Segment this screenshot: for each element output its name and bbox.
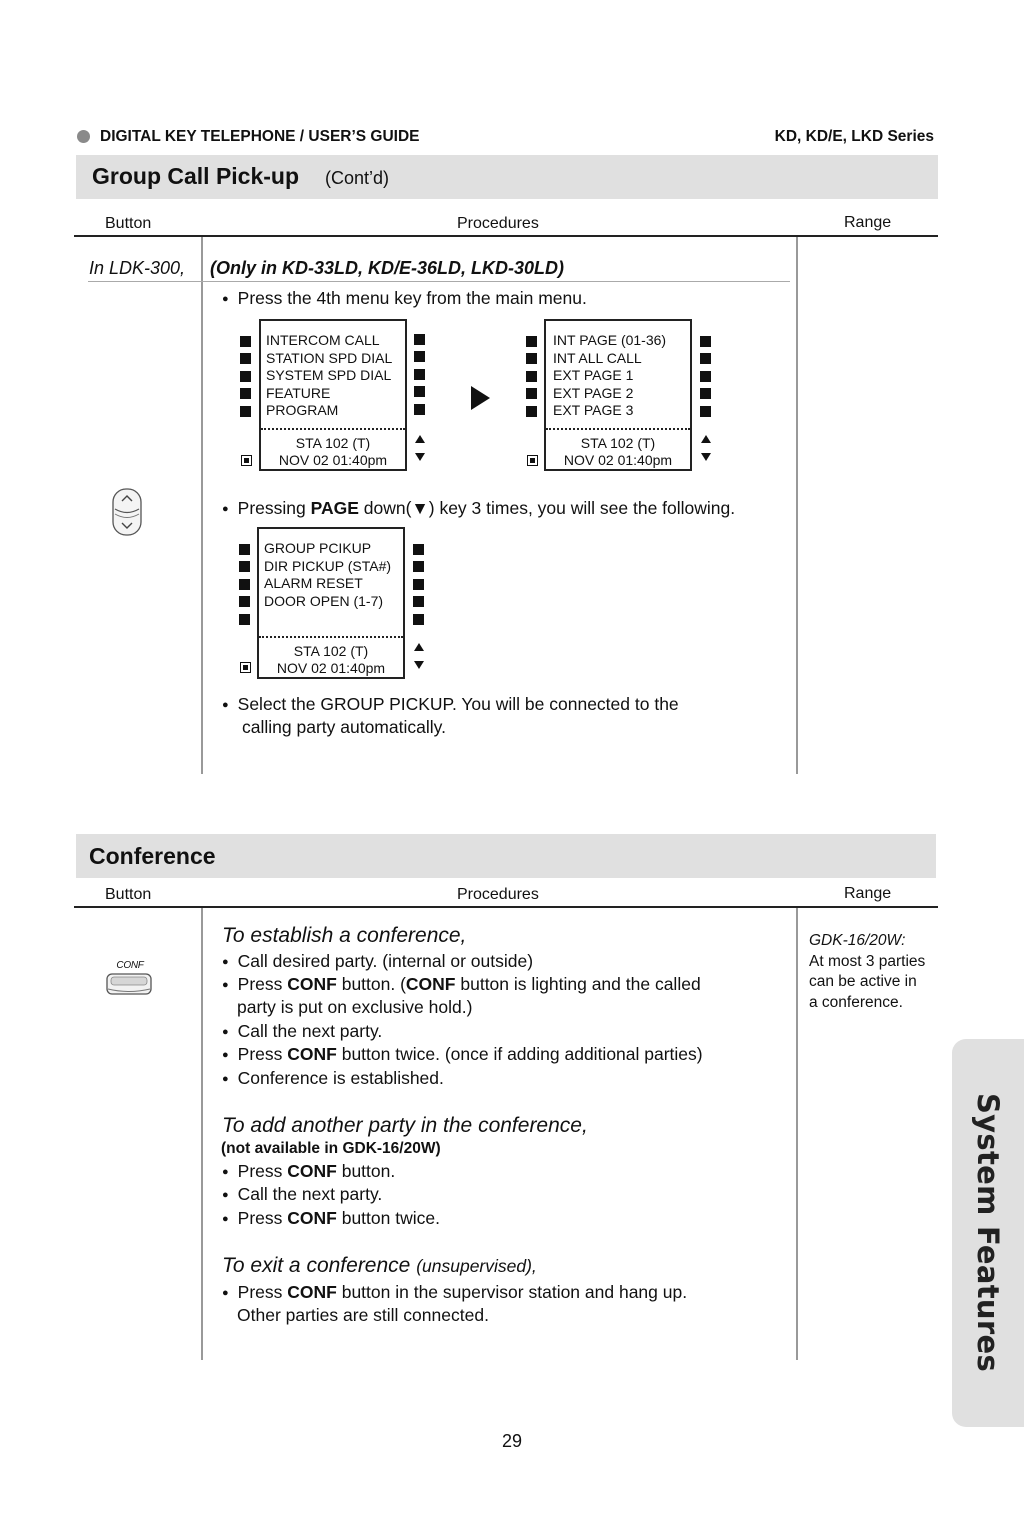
conf-button-label: CONF xyxy=(116,960,144,971)
soft-key[interactable] xyxy=(526,388,537,399)
soft-key[interactable] xyxy=(414,334,425,345)
lcd-divider xyxy=(261,428,405,430)
soft-key[interactable] xyxy=(526,336,537,347)
establish-step-1: ● Call desired party. (internal or outside) xyxy=(222,950,533,976)
lcd-line: ALARM RESET xyxy=(264,575,363,591)
soft-key[interactable] xyxy=(413,596,424,607)
soft-key[interactable] xyxy=(413,614,424,625)
section-title-conference: Conference xyxy=(89,843,216,869)
establish-heading: To establish a conference, xyxy=(222,924,467,947)
page-down-icon xyxy=(414,661,424,669)
lcd-display-pickup-menu xyxy=(238,526,428,681)
lcd-divider xyxy=(259,636,403,638)
header-bullet-icon xyxy=(77,130,90,143)
section-subtitle: (Cont’d) xyxy=(325,168,390,188)
soft-key[interactable] xyxy=(239,614,250,625)
lcd-line: GROUP PCIKUP xyxy=(264,540,372,556)
soft-key[interactable] xyxy=(239,544,250,555)
soft-key[interactable] xyxy=(240,406,251,417)
page-down-icon xyxy=(415,453,425,461)
side-tab-label: System Features xyxy=(971,1093,1005,1373)
section-title-group-pickup: Group Call Pick-up xyxy=(92,163,300,189)
lcd-line: INT PAGE (01-36) xyxy=(553,332,667,348)
col-header-range: Range xyxy=(844,214,892,231)
col-header-procedures: Procedures xyxy=(457,215,539,232)
lcd-screen xyxy=(259,319,407,471)
series-title: KD, KD/E, LKD Series xyxy=(774,128,934,145)
ldk-label: In LDK-300, xyxy=(89,258,186,278)
range-line: At most 3 parties xyxy=(809,953,926,970)
soft-key[interactable] xyxy=(414,386,425,397)
soft-key[interactable] xyxy=(239,579,250,590)
column-divider xyxy=(796,908,798,1360)
col-header-range: Range xyxy=(844,885,892,902)
soft-key[interactable] xyxy=(526,353,537,364)
soft-key[interactable] xyxy=(700,406,711,417)
establish-step-2: ● Press CONF button. (CONF button is lighting and the called xyxy=(222,973,701,999)
range-model: GDK-16/20W: xyxy=(809,932,906,949)
soft-key[interactable] xyxy=(240,371,251,382)
page-down-icon xyxy=(701,453,711,461)
col-header-button: Button xyxy=(105,215,152,232)
lcd-display-page-menu xyxy=(525,318,715,473)
soft-key[interactable] xyxy=(414,369,425,380)
add-note: (not available in GDK-16/20W) xyxy=(221,1140,441,1157)
column-divider xyxy=(201,908,203,1360)
model-restriction: (Only in KD-33LD, KD/E-36LD, LKD-30LD) xyxy=(210,258,565,278)
lcd-line: FEATURE xyxy=(266,384,331,401)
lcd-status: STA 102 (T) xyxy=(580,435,656,451)
add-step-1: ● Press CONF button. xyxy=(222,1160,395,1186)
table-header-rule xyxy=(74,235,938,237)
page-key-icon xyxy=(110,487,146,544)
soft-key[interactable] xyxy=(700,336,711,347)
lcd-datetime: NOV 02 01:40pm xyxy=(278,452,388,468)
lcd-line: INT ALL CALL xyxy=(553,349,642,366)
lcd-line: INTERCOM CALL xyxy=(266,332,380,348)
add-step-3: ● Press CONF button twice. xyxy=(222,1207,440,1233)
establish-step-2-cont: party is put on exclusive hold.) xyxy=(237,997,473,1017)
add-step-2: ● Call the next party. xyxy=(222,1183,382,1209)
soft-key[interactable] xyxy=(414,404,425,415)
soft-key[interactable] xyxy=(413,561,424,572)
add-heading: To add another party in the conference, xyxy=(222,1114,588,1137)
establish-step-5: ● Conference is established. xyxy=(222,1067,444,1093)
column-divider xyxy=(201,237,203,774)
soft-key[interactable] xyxy=(700,353,711,364)
page-up-icon xyxy=(701,435,711,443)
lcd-status: STA 102 (T) xyxy=(295,435,371,451)
range-line: can be active in xyxy=(809,973,917,990)
select-key-icon xyxy=(527,455,538,466)
exit-heading: To exit a conference (unsupervised), xyxy=(222,1254,537,1277)
lcd-line: DOOR OPEN (1-7) xyxy=(264,592,384,609)
lcd-line: EXT PAGE 2 xyxy=(553,384,634,401)
exit-step-1: ● Press CONF button in the supervisor station and hang up. xyxy=(222,1281,687,1307)
step-3: ● Select the GROUP PICKUP. You will be connected to the xyxy=(222,693,679,719)
select-key-icon xyxy=(241,455,252,466)
soft-key[interactable] xyxy=(700,388,711,399)
column-divider xyxy=(796,237,798,774)
step-3-cont: calling party automatically. xyxy=(242,717,446,737)
lcd-datetime: NOV 02 01:40pm xyxy=(563,452,673,468)
soft-key[interactable] xyxy=(413,579,424,590)
soft-key[interactable] xyxy=(239,561,250,572)
soft-key[interactable] xyxy=(240,336,251,347)
lcd-display-main-menu xyxy=(239,318,429,473)
soft-key[interactable] xyxy=(526,406,537,417)
lcd-line: EXT PAGE 1 xyxy=(553,367,634,383)
page-number: 29 xyxy=(501,1431,523,1451)
lcd-screen xyxy=(257,527,405,679)
table-header-rule xyxy=(74,906,938,908)
lcd-status: STA 102 (T) xyxy=(293,643,369,659)
side-tab-label-wrap xyxy=(952,1039,1024,1427)
soft-key[interactable] xyxy=(700,371,711,382)
lcd-line: PROGRAM xyxy=(266,402,339,418)
lcd-line: SYSTEM SPD DIAL xyxy=(266,367,392,383)
range-line: a conference. xyxy=(809,994,903,1011)
step-2: ● Pressing PAGE down(▼) key 3 times, you will see the following. xyxy=(222,497,735,523)
page-up-icon xyxy=(415,435,425,443)
next-screen-arrow-icon xyxy=(471,386,490,410)
col-header-procedures: Procedures xyxy=(457,886,539,903)
soft-key[interactable] xyxy=(240,388,251,399)
select-key-icon xyxy=(240,662,251,673)
lcd-divider xyxy=(546,428,690,430)
lcd-line: EXT PAGE 3 xyxy=(553,402,634,418)
soft-key[interactable] xyxy=(526,371,537,382)
guide-title: DIGITAL KEY TELEPHONE / USER’S GUIDE xyxy=(100,128,420,145)
col-header-button: Button xyxy=(105,886,152,903)
lcd-line: STATION SPD DIAL xyxy=(266,349,393,366)
step-1: ● Press the 4th menu key from the main menu. xyxy=(222,287,587,313)
lcd-datetime: NOV 02 01:40pm xyxy=(276,660,386,676)
soft-key[interactable] xyxy=(239,596,250,607)
page-up-icon xyxy=(414,643,424,651)
lcd-line: DIR PICKUP (STA#) xyxy=(264,557,392,574)
exit-step-1-cont: Other parties are still connected. xyxy=(237,1305,489,1325)
establish-step-3: ● Call the next party. xyxy=(222,1020,382,1046)
establish-step-4: ● Press CONF button twice. (once if adding additional parties) xyxy=(222,1043,703,1069)
soft-key[interactable] xyxy=(240,353,251,364)
subrule xyxy=(88,281,790,282)
conf-button-icon xyxy=(104,960,156,1002)
lcd-screen xyxy=(544,319,692,471)
soft-key[interactable] xyxy=(413,544,424,555)
soft-key[interactable] xyxy=(414,351,425,362)
